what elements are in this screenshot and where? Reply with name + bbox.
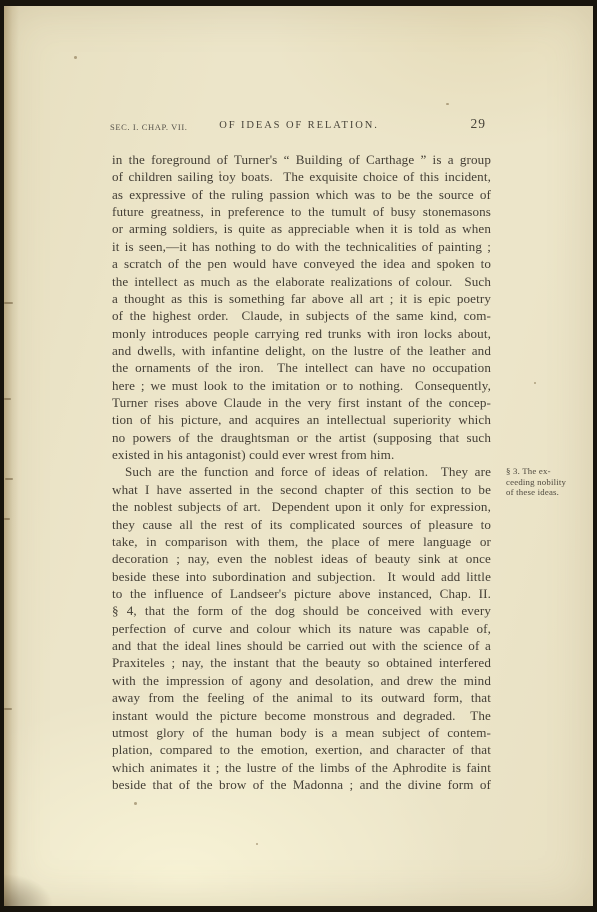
text-line: with the impression of agony and desolation, and drew the mind xyxy=(112,672,491,688)
text-line: and dwells, with infantine delight, on the lustre of the leather and xyxy=(112,342,491,358)
margin-sidenote xyxy=(506,466,592,498)
page-number: 29 xyxy=(470,116,486,131)
text-line: tion of his picture, and acquires an intellectual superiority which xyxy=(112,412,491,428)
foxing-speck xyxy=(134,802,137,805)
gutter-streak xyxy=(5,478,13,480)
text-line: § 3. The ex- xyxy=(506,466,551,476)
text-line: instant would the picture become monstrous and degraded. The xyxy=(112,707,491,723)
text-line: of the highest order. Claude, in subjects of the same kind, com- xyxy=(112,308,491,324)
text-line: and that the ideal lines should be carried out with the science of a xyxy=(112,638,491,654)
gutter-streak xyxy=(4,518,10,520)
text-line: a scratch of the pen would have conveyed the idea and spoken to xyxy=(112,256,491,272)
text-line: perfection of curve and colour which its nature was capable of, xyxy=(112,620,491,636)
text-line: which animates it ; the lustre of the limbs of the Aphrodite is faint xyxy=(112,759,491,775)
foxing-speck xyxy=(534,382,536,384)
text-line: a thought as this is something far above all art ; it is epic poetry xyxy=(112,290,491,306)
text-line: the intellect as much as the elaborate realizations of colour. Such xyxy=(112,273,491,289)
text-line: as expressive of the ruling passion which was to be the source of xyxy=(112,186,491,202)
text-line: future greatness, in preference to the tumult of busy stonemasons xyxy=(112,204,491,220)
text-line: they cause all the rest of its complicated sources of pleasure to xyxy=(112,516,491,532)
text-line: it is seen,—it has nothing to do with the technicalities of painting ; xyxy=(112,238,491,254)
foxing-speck xyxy=(446,103,449,105)
page-curl-shadow xyxy=(4,860,74,906)
body-text xyxy=(112,151,491,793)
text-line: existed in his antagonist) could ever wrest from him. xyxy=(112,447,395,463)
text-line: the noblest subjects of art. Dependent upon it only for expression, xyxy=(112,499,491,515)
book-page xyxy=(4,6,593,906)
text-line: take, in comparison with them, the place of mere language or xyxy=(112,533,491,549)
paragraph-1 xyxy=(112,151,491,463)
text-line: in the foreground of Turner's “ Building of Carthage ” is a group xyxy=(112,152,491,167)
text-line: decoration ; nay, even the noblest ideas of beauty sink at once xyxy=(112,551,491,567)
text-line: beside these into subordination and subjection. It would add little xyxy=(112,568,491,584)
gutter-streak xyxy=(4,398,11,400)
paragraph-2 xyxy=(112,463,491,793)
text-line: or arming soldiers, is quite as appreciable when it is told as when xyxy=(112,221,491,237)
running-head xyxy=(108,118,490,136)
text-line: of children sailing toy boats. The exquisite choice of this incident, xyxy=(112,169,491,185)
text-line: plation, compared to the emotion, exertion, and character of that xyxy=(112,742,491,758)
text-line: the ornaments of the iron. The intellect can have no occupation xyxy=(112,360,491,376)
text-line: Praxiteles ; nay, the instant that the beauty so obtained interfered xyxy=(112,655,491,671)
foxing-speck xyxy=(74,56,77,59)
text-line: of these ideas. xyxy=(506,487,560,498)
foxing-speck xyxy=(256,843,258,845)
page-title: OF IDEAS OF RELATION. xyxy=(219,119,379,131)
text-line: what I have asserted in the second chapter of this section to be xyxy=(112,481,491,497)
text-line: Turner rises above Claude in the very first instant of the concep- xyxy=(112,395,491,411)
text-line: here ; we must look to the imitation or to nothing. Consequently, xyxy=(112,377,491,393)
gutter-streak xyxy=(4,302,13,304)
gutter-streak xyxy=(4,708,12,710)
text-line: § 4, that the form of the dog should be conceived with every xyxy=(112,603,491,619)
section-chapter-label: SEC. I. CHAP. VII. xyxy=(110,122,188,132)
text-line: Such are the function and force of ideas of relation. They are xyxy=(125,464,491,480)
text-line: ceeding nobility xyxy=(506,476,567,487)
text-line: to the influence of Landseer's picture above instanced, Chap. II. xyxy=(112,585,491,601)
text-line: away from the feeling of the animal to its outward form, that xyxy=(112,690,491,706)
text-line: monly introduces people carrying red trunks with iron locks about, xyxy=(112,325,491,341)
text-line: utmost glory of the human body is a mean subject of contem- xyxy=(112,724,491,740)
page-gutter-edge xyxy=(4,6,19,906)
text-line: beside that of the brow of the Madonna ; and the divine form of xyxy=(112,776,491,792)
text-line: no powers of the draughtsman or the artist (supposing that such xyxy=(112,429,491,445)
